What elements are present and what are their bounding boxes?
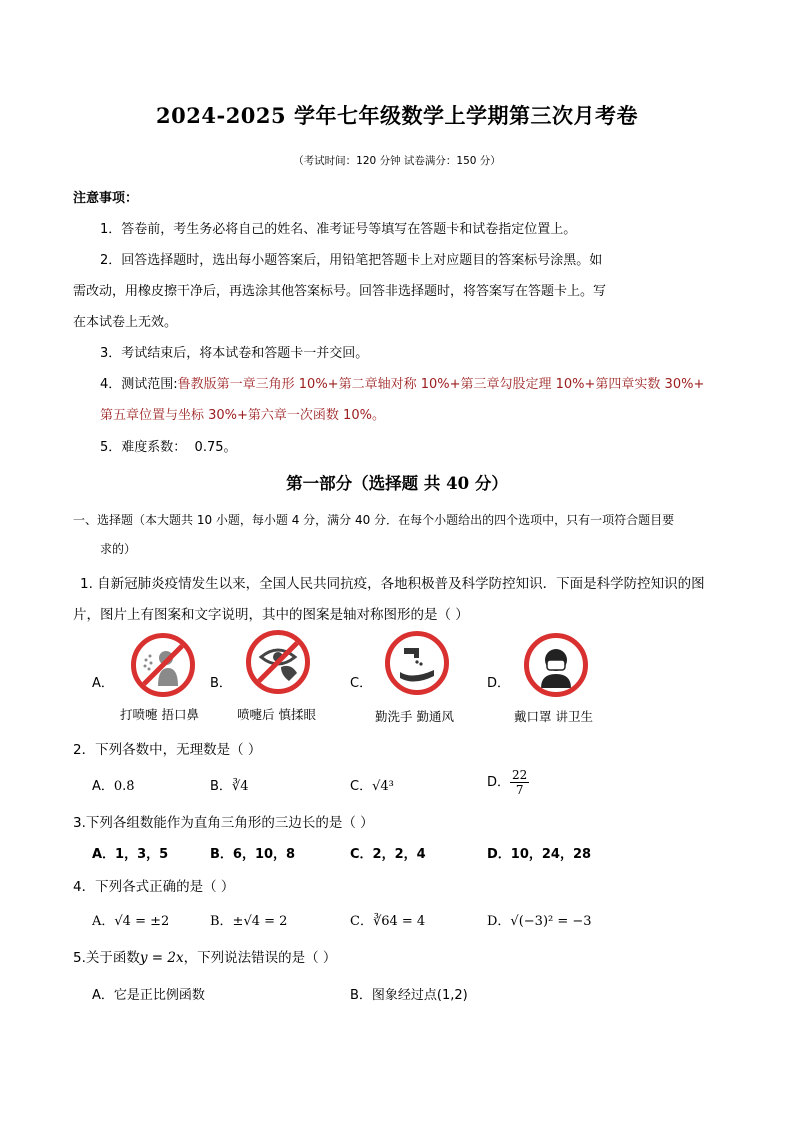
- note-3: 3．考试结束后，将本试卷和答题卡一并交回。: [100, 346, 369, 361]
- q2-option-c-value: √4³: [372, 779, 394, 794]
- q5-function: y = 2x: [139, 950, 184, 966]
- q2-option-c[interactable]: [350, 775, 394, 794]
- page-subtitle: （考试时间：120 分钟 试卷满分：150 分）: [293, 155, 501, 167]
- q5-stem-prefix: 5.关于函数: [73, 950, 140, 966]
- note-1: 1．答卷前，考生务必将自己的姓名、准考证号等填写在答题卡和试卷指定位置上。: [100, 222, 577, 237]
- note-4-line-2: 第五章位置与坐标 30%+第六章一次函数 10%。: [100, 408, 385, 423]
- section-instructions-line-2: 求的）: [100, 542, 137, 556]
- q3-option-c[interactable]: C．2，2，4: [350, 847, 426, 862]
- note-4-scope: 鲁教版第一章三角形 10%+第二章轴对称 10%+第三章勾股定理 10%+第四章实数 30%+: [177, 377, 705, 392]
- q2-option-d[interactable]: [487, 768, 529, 797]
- q2-option-d-label: D．: [487, 775, 511, 790]
- fraction-numerator: 22: [512, 768, 528, 782]
- q3-option-a[interactable]: A．1，3，5: [92, 847, 169, 862]
- fraction-denominator: 7: [515, 783, 524, 797]
- note-4-prefix: 4．测试范围:: [100, 377, 178, 392]
- q2-option-b-label: B．: [210, 779, 232, 794]
- q2-option-b-value: ∛4: [231, 779, 249, 794]
- q5-stem-suffix: ，下列说法错误的是（ ）: [183, 950, 337, 966]
- note-2-line-1: 2．回答选择题时，选出每小题答案后，用铅笔把答题卡上对应题目的答案标号涂黑。如: [100, 253, 603, 268]
- q5-option-a[interactable]: A．它是正比例函数: [92, 988, 205, 1003]
- q5-option-b[interactable]: B．图象经过点(1,2): [350, 988, 468, 1003]
- no-eye-rub-icon: [246, 630, 310, 694]
- note-5: [100, 436, 237, 455]
- page-title: 2024-2025 学年七年级数学上学期第三次月考卷: [156, 103, 638, 128]
- note-2-line-3: 在本试卷上无效。: [73, 315, 178, 330]
- q1-stem-line-1: 1. 自新冠肺炎疫情发生以来，全国人民共同抗疫，各地积极普及科学防控知识．下面是科学防控知识的图: [80, 576, 705, 592]
- q1-stem-line-2: 片，图片上有图案和文字说明，其中的图案是轴对称图形的是（ ）: [73, 607, 469, 623]
- q1-option-a-label[interactable]: A．: [92, 676, 114, 691]
- q1-option-d-caption: 戴口罩 讲卫生: [514, 709, 593, 724]
- q4-option-d[interactable]: D．√(−3)² = −3: [487, 914, 592, 929]
- q2-option-d-fraction: [510, 768, 529, 797]
- note-4-line-1: [100, 373, 704, 392]
- q1-option-b-caption: 喷嚏后 慎揉眼: [237, 707, 316, 722]
- q1-option-d-label[interactable]: D．: [487, 676, 511, 691]
- q2-option-a-value: 0.8̇: [113, 779, 135, 794]
- q4-option-c[interactable]: C．∛64 = 4: [350, 914, 426, 929]
- no-sneeze-icon: [131, 633, 195, 697]
- q2-option-a[interactable]: [92, 775, 135, 794]
- q2-stem: 2．下列各数中，无理数是（ ）: [73, 742, 262, 758]
- q5-stem: [73, 946, 336, 966]
- section-instructions-line-1: 一、选择题（本大题共 10 小题，每小题 4 分，满分 40 分．在每个小题给出的四个选项中，只有一项符合题目要: [73, 513, 675, 527]
- mask-icon: [524, 633, 588, 697]
- q1-option-c-caption: 勤洗手 勤通风: [375, 709, 454, 724]
- q2-option-a-label: A．: [92, 779, 114, 794]
- section-title: 第一部分（选择题 共 40 分）: [286, 474, 508, 493]
- note-5-label: 5．难度系数：: [100, 440, 187, 455]
- q1-option-a-caption: 打喷嚏 捂口鼻: [120, 707, 199, 722]
- difficulty-value: 0.75。: [194, 440, 237, 455]
- q1-option-b-label[interactable]: B．: [210, 676, 232, 691]
- q2-option-c-label: C．: [350, 779, 373, 794]
- q4-option-b[interactable]: B．±√4 = 2: [210, 914, 288, 929]
- notes-heading: 注意事项：: [73, 191, 139, 206]
- q4-option-a[interactable]: A．√4 = ±2: [92, 914, 170, 929]
- note-2-line-2: 需改动，用橡皮擦干净后，再选涂其他答案标号。回答非选择题时，将答案写在答题卡上。写: [73, 284, 607, 299]
- q4-stem: 4．下列各式正确的是（ ）: [73, 879, 235, 895]
- q2-option-b[interactable]: [210, 775, 248, 794]
- q3-stem: 3.下列各组数能作为直角三角形的三边长的是（ ）: [73, 815, 374, 831]
- hand-wash-icon: [385, 631, 449, 695]
- q3-option-b[interactable]: B．6，10，8: [210, 847, 296, 862]
- q3-option-d[interactable]: D．10，24，28: [487, 847, 592, 862]
- q1-option-c-label[interactable]: C．: [350, 676, 373, 691]
